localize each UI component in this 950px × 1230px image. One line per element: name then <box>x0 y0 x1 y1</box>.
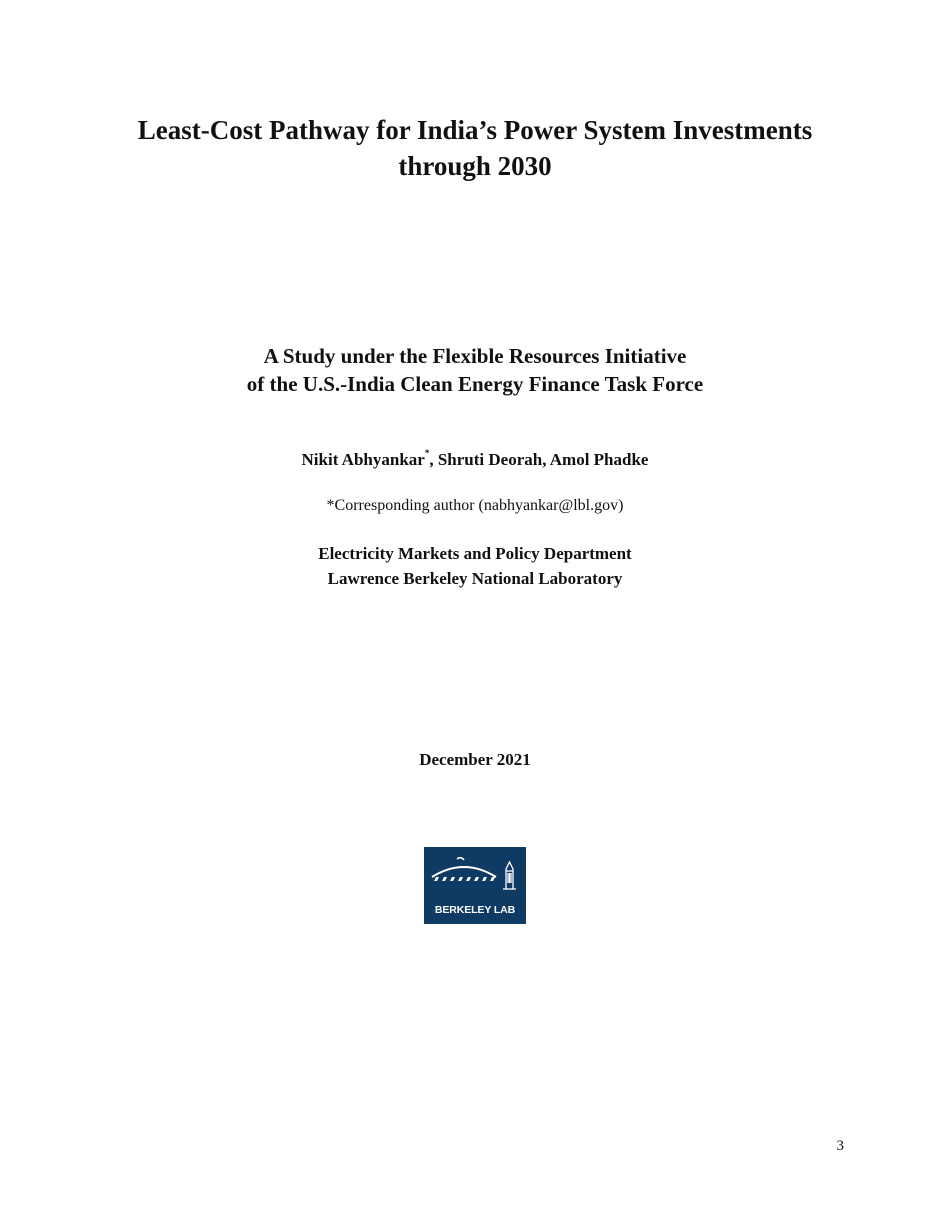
title-line-2: through 2030 <box>398 151 552 181</box>
corresponding-author-marker: * <box>424 448 430 459</box>
publication-date: December 2021 <box>419 750 531 769</box>
berkeley-lab-emblem-icon <box>424 847 526 905</box>
page-number: 3 <box>836 1138 844 1154</box>
title-line-1: Least-Cost Pathway for India’s Power System Investments <box>137 115 813 145</box>
affiliation-institution: Lawrence Berkeley National Laboratory <box>327 569 623 588</box>
berkeley-lab-logo-text: BERKELEY LAB <box>434 904 516 916</box>
corresponding-author-note: *Corresponding author (nabhyankar@lbl.gov) <box>326 497 624 514</box>
author-list <box>0 449 950 471</box>
author-names-rest: , Shruti Deorah, Amol Phadke <box>429 450 649 469</box>
berkeley-lab-logo <box>424 847 526 924</box>
document-title <box>0 112 950 184</box>
subtitle-line-1: A Study under the Flexible Resources Initiative <box>263 344 687 368</box>
affiliation <box>0 541 950 591</box>
author-name-first: Nikit Abhyankar <box>301 450 425 469</box>
subtitle-line-2: of the U.S.-India Clean Energy Finance Task Force <box>246 372 704 396</box>
document-subtitle <box>0 342 950 398</box>
affiliation-department: Electricity Markets and Policy Department <box>318 544 632 563</box>
